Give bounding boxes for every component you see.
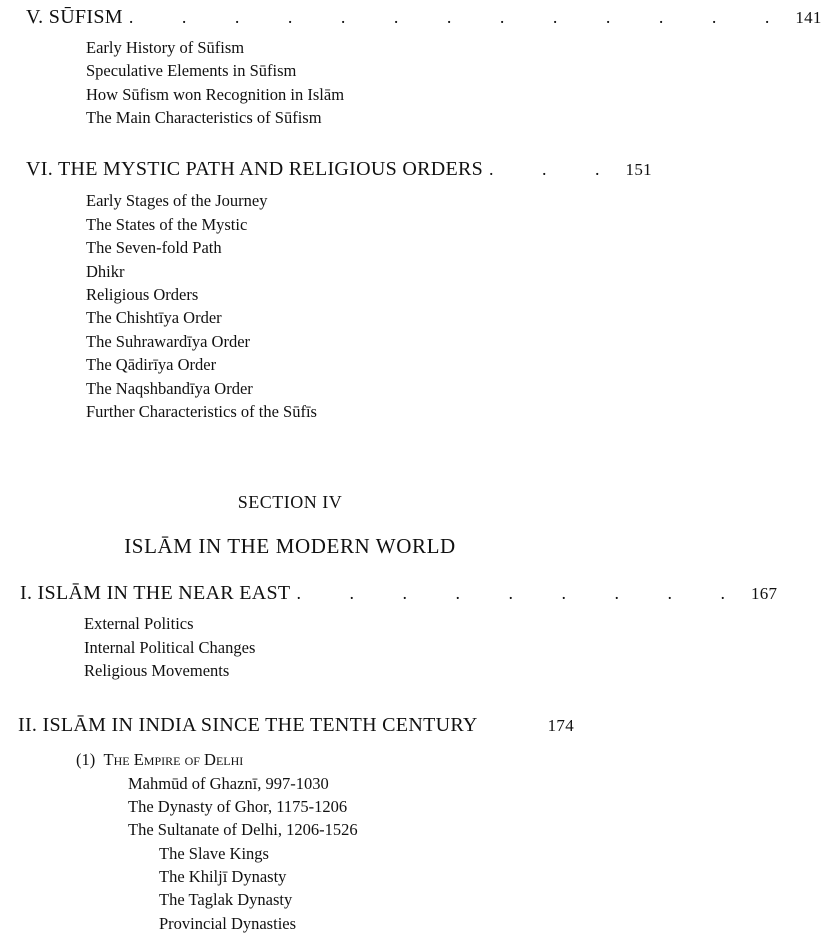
subsection-heading xyxy=(76,748,243,771)
toc-entry: The Chishtīya Order xyxy=(86,308,222,327)
page-number: 174 xyxy=(547,716,574,735)
toc-entry: The Qādirīya Order xyxy=(86,355,217,374)
toc-entry: Religious Movements xyxy=(84,661,230,680)
subsection-number: (1) xyxy=(76,750,96,769)
toc-entry: The Slave Kings xyxy=(159,844,269,863)
chapter-vi-heading xyxy=(26,158,652,181)
toc-entry: The Taglak Dynasty xyxy=(159,890,293,909)
section-title: ISLĀM IN THE MODERN WORLD xyxy=(124,534,456,558)
chapter-title: VI. THE MYSTIC PATH AND RELIGIOUS ORDERS xyxy=(26,158,484,180)
toc-entry: How Sūfism won Recognition in Islām xyxy=(86,85,345,104)
toc-entry: The States of the Mystic xyxy=(86,215,248,234)
chapter-title: V. SŪFISM xyxy=(26,6,123,28)
subsection-label: The Empire of Delhi xyxy=(103,750,244,769)
toc-entry: Early History of Sūfism xyxy=(86,38,245,57)
toc-entry: Speculative Elements in Sūfism xyxy=(86,61,297,80)
toc-entry: Mahmūd of Ghaznī, 997-1030 xyxy=(128,774,329,793)
leader-dots: . . . . . . . . . xyxy=(296,583,747,603)
toc-entry: Internal Political Changes xyxy=(84,638,256,657)
toc-entry: Further Characteristics of the Sūfīs xyxy=(86,402,317,421)
leader-dots: . . . . . . . . . . . . . xyxy=(128,7,792,27)
toc-entry: Religious Orders xyxy=(86,285,199,304)
page-number: 151 xyxy=(625,160,652,179)
page-number: 141 xyxy=(795,8,822,27)
toc-entry: The Main Characteristics of Sūfism xyxy=(86,108,322,127)
section-label: SECTION IV xyxy=(237,492,343,512)
chapter-ii-heading xyxy=(18,714,574,737)
toc-entry: The Dynasty of Ghor, 1175-1206 xyxy=(128,797,348,816)
page-number: 167 xyxy=(750,584,778,603)
toc-entry: The Khiljī Dynasty xyxy=(159,867,287,886)
toc-entry: Provincial Dynasties xyxy=(159,914,297,933)
chapter-title: II. ISLĀM IN INDIA SINCE THE TENTH CENTURY xyxy=(18,714,478,736)
leader-dots: . . . xyxy=(489,159,622,179)
toc-entry: The Sultanate of Delhi, 1206-1526 xyxy=(128,820,358,839)
chapter-i-heading xyxy=(20,582,778,605)
toc-entry: The Naqshbandīya Order xyxy=(86,379,253,398)
toc-entry: Early Stages of the Journey xyxy=(86,191,268,210)
toc-entry: External Politics xyxy=(84,614,194,633)
chapter-v-heading xyxy=(26,6,822,29)
toc-entry: The Suhrawardīya Order xyxy=(86,332,251,351)
toc-entry: Dhikr xyxy=(86,262,125,281)
chapter-title: I. ISLĀM IN THE NEAR EAST xyxy=(20,582,291,604)
toc-entry: The Seven-fold Path xyxy=(86,238,222,257)
